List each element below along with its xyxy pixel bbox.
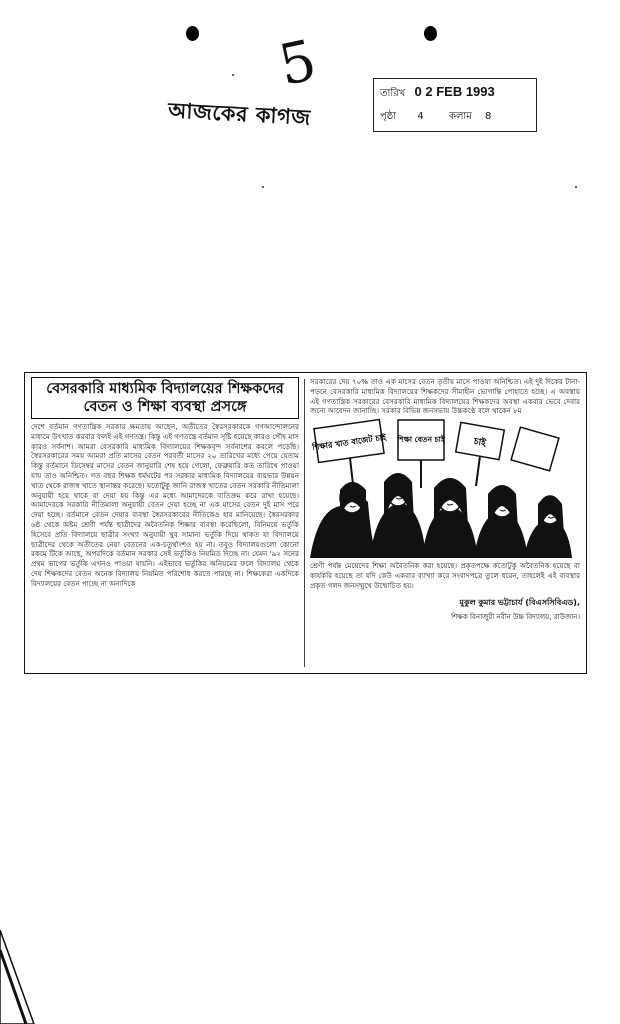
- newspaper-clipping: [24, 372, 587, 674]
- article-author: মুকুল কুমার ভট্টাচার্য (বিএসসিবিএড),: [459, 597, 580, 607]
- protest-illustration: [310, 418, 572, 558]
- stamp-page-value: 4: [417, 111, 424, 122]
- headline-line-2: বেতন ও শিক্ষা ব্যবস্থা প্রসঙ্গে: [83, 398, 247, 415]
- article-left-column: [31, 377, 299, 669]
- article-right-column: [310, 377, 580, 669]
- article-body-right-bottom: শ্রেণী পর্যন্ত মেয়েদের শিক্ষা অবৈতনিক করা হয়েছে। প্রকৃতপক্ষে কতোটুকু অবৈতনিক হয়েছে বা কার্যকরি হয়েছে তা যদি কেউ একবার ব্যাখ্যা করে সংবাদপত্রে তুলে ধরেন, তাহলেই এই ব্যবস্থার প্রকৃত গলদ জনসম্মুখে উন্মোচিত হয়।: [310, 561, 580, 590]
- archive-stamp: [373, 78, 537, 132]
- stamp-date-row: [380, 84, 495, 103]
- column-divider: [304, 379, 305, 667]
- speck: [575, 186, 577, 188]
- stamp-page-label: পৃষ্ঠা: [380, 111, 397, 122]
- folded-corner: [0, 930, 40, 1024]
- speck: [262, 186, 264, 188]
- newspaper-masthead: আজকের কাগজ: [167, 97, 312, 130]
- headline-line-1: বেসরকারি মাধ্যমিক বিদ্যালয়ের শিক্ষকদের: [46, 380, 284, 397]
- stamp-page-row: [380, 109, 491, 126]
- placard-left-text: শিক্ষার খাত বাজেট চাই: [311, 433, 387, 453]
- article-body-left: দেশে বর্তমান গণতান্ত্রিক সরকার ক্ষমতায় আছেন, অতীতের স্বৈরসরকারকে গণআন্দোলনের মাধ্যমে উৎখাত করবার ফলই এই গণতন্ত্র। কিন্তু এই গণতন্ত্রে বর্তমান সৃষ্টি হয়েছে কারও পৌষ মাস কারও সর্বনাশ। আমরা বেসরকারি মাধ্যমিক বিদ্যালয়ের শিক্ষকবৃন্দ সর্বনাশের কবলে পড়েছি। স্বৈরসরকারের সময় আমরা প্রতি মাসের বেতন পরবর্তী মাসের ২০ তারিখের মধ্যে পেয়ে যেতাম কিন্তু বর্তমানে ডিসেম্বর মাসের বেতন জানুয়ারি শেষ হয়ে গেলো, ফেব্রুয়ারি কত তারিখে পাওয়া যায় তাও অনিশ্চিত। গত বছর শিক্ষক ধর্মঘটের পর সরকার মাধ্যমিক বিদ্যালয়ের ব্যয়ভার উন্নয়ন খাত থেকে রাজস্ব খাতে স্থানান্তর করেছে। যতোটুকু জানি রাজস্ব খাতের বেতন সরকারি নীতিমালা অনুযায়ী হয়ে থাকে বা দেয়া হয় কিন্তু এর মধ্যে আমাদেরকে ব্যতিক্রম করে রাখা হয়েছে। আমাদেরকে সরকারি নীতিমালা অনুযায়ী বেতন দেয়া হচ্ছে না এক মাসের বেতন দুই মাস পরে দেয়া হচ্ছে। বর্তমানে বেতন দেয়ার ব্যবস্থা স্বৈরসরকারের নীতিকেও হার মানিয়েছে। স্বৈরসরকার ৬ষ্ঠ থেকে অষ্টম শ্রেণী পর্যন্ত ছাত্রীদের অবৈতনিক শিক্ষার ব্যবস্থা করেছিলো, বিনিময়ে ভর্তুকি হিসেবে প্রতি বিদ্যালয়ে ছাত্রীর সংখ্যা অনুযায়ী খুব সামান্য ভর্তুকি দিয়ে থাকত যা বিদ্যালয়ে ছাত্রীদের থেকে অতীতের নেয়া বেতনের এক-চতুর্থাংশও হয় না। তবুও বিদ্যালয়গুলো কোনো রকমে টিকে আছে, অপরদিকে বর্তমান সরকার সেই ভর্তুকিও নিয়মিত দিচ্ছে না। যেমন '৯২ সনের প্রথম ভাগের ভর্তুকি এখনও পাওয়া যায়নি। এইভাবে ভর্তুকির অনিয়মের ফলে বিদ্যালয় থেকে দেয় শিক্ষকদের বেতন অনেক বিদ্যালয় নিয়মিত পরিশোধ করতে পারছে না। শিক্ষকেরা একদিকে বিদ্যালয়ের বেতন পাচ্ছে না অন্যদিকে: [31, 422, 299, 588]
- punch-hole-right: [424, 26, 437, 41]
- handwritten-number: 5: [273, 28, 322, 100]
- article-body-right-top: সরকারের দেয় ৭০% তাও এক মাসের বেতন তৃতীয় মাসে পাওয়া অনিশ্চিত। এই দুই দিকের টানা-পড়নে বেসরকারি মাধ্যমিক বিদ্যালয়ের শিক্ষকদের সীমাহীন ভোগান্তি পোহাতে হচ্ছে। এ অবস্থায় এই গণতান্ত্রিক সরকারের বেসরকারি মাধ্যমিক বিদ্যালয়ের শিক্ষকদের অবস্থা একবার ভেবে দেবার জন্যে আবেদন জানাচ্ছি। সরকার বিভিন্ন জনসভায় উচ্চকণ্ঠে বলে থাকেন ৮ম: [310, 377, 580, 416]
- speck: [232, 74, 234, 76]
- stamp-column-value: 8: [485, 111, 492, 122]
- stamp-date-label: তারিখ: [380, 88, 406, 99]
- placard-right-text: চাই: [472, 437, 487, 450]
- article-headline: [31, 377, 299, 419]
- stamp-date-value: 0 2 FEB 1993: [414, 84, 495, 99]
- punch-hole-left: [186, 26, 199, 41]
- stamp-column-label: কলাম: [448, 111, 472, 122]
- author-affiliation: শিক্ষক বিনাজুরী নবীন উচ্চ বিদ্যালয়, রাউজান।: [451, 612, 580, 621]
- placard-center-text: শিক্ষা বেতন চাই: [397, 435, 445, 445]
